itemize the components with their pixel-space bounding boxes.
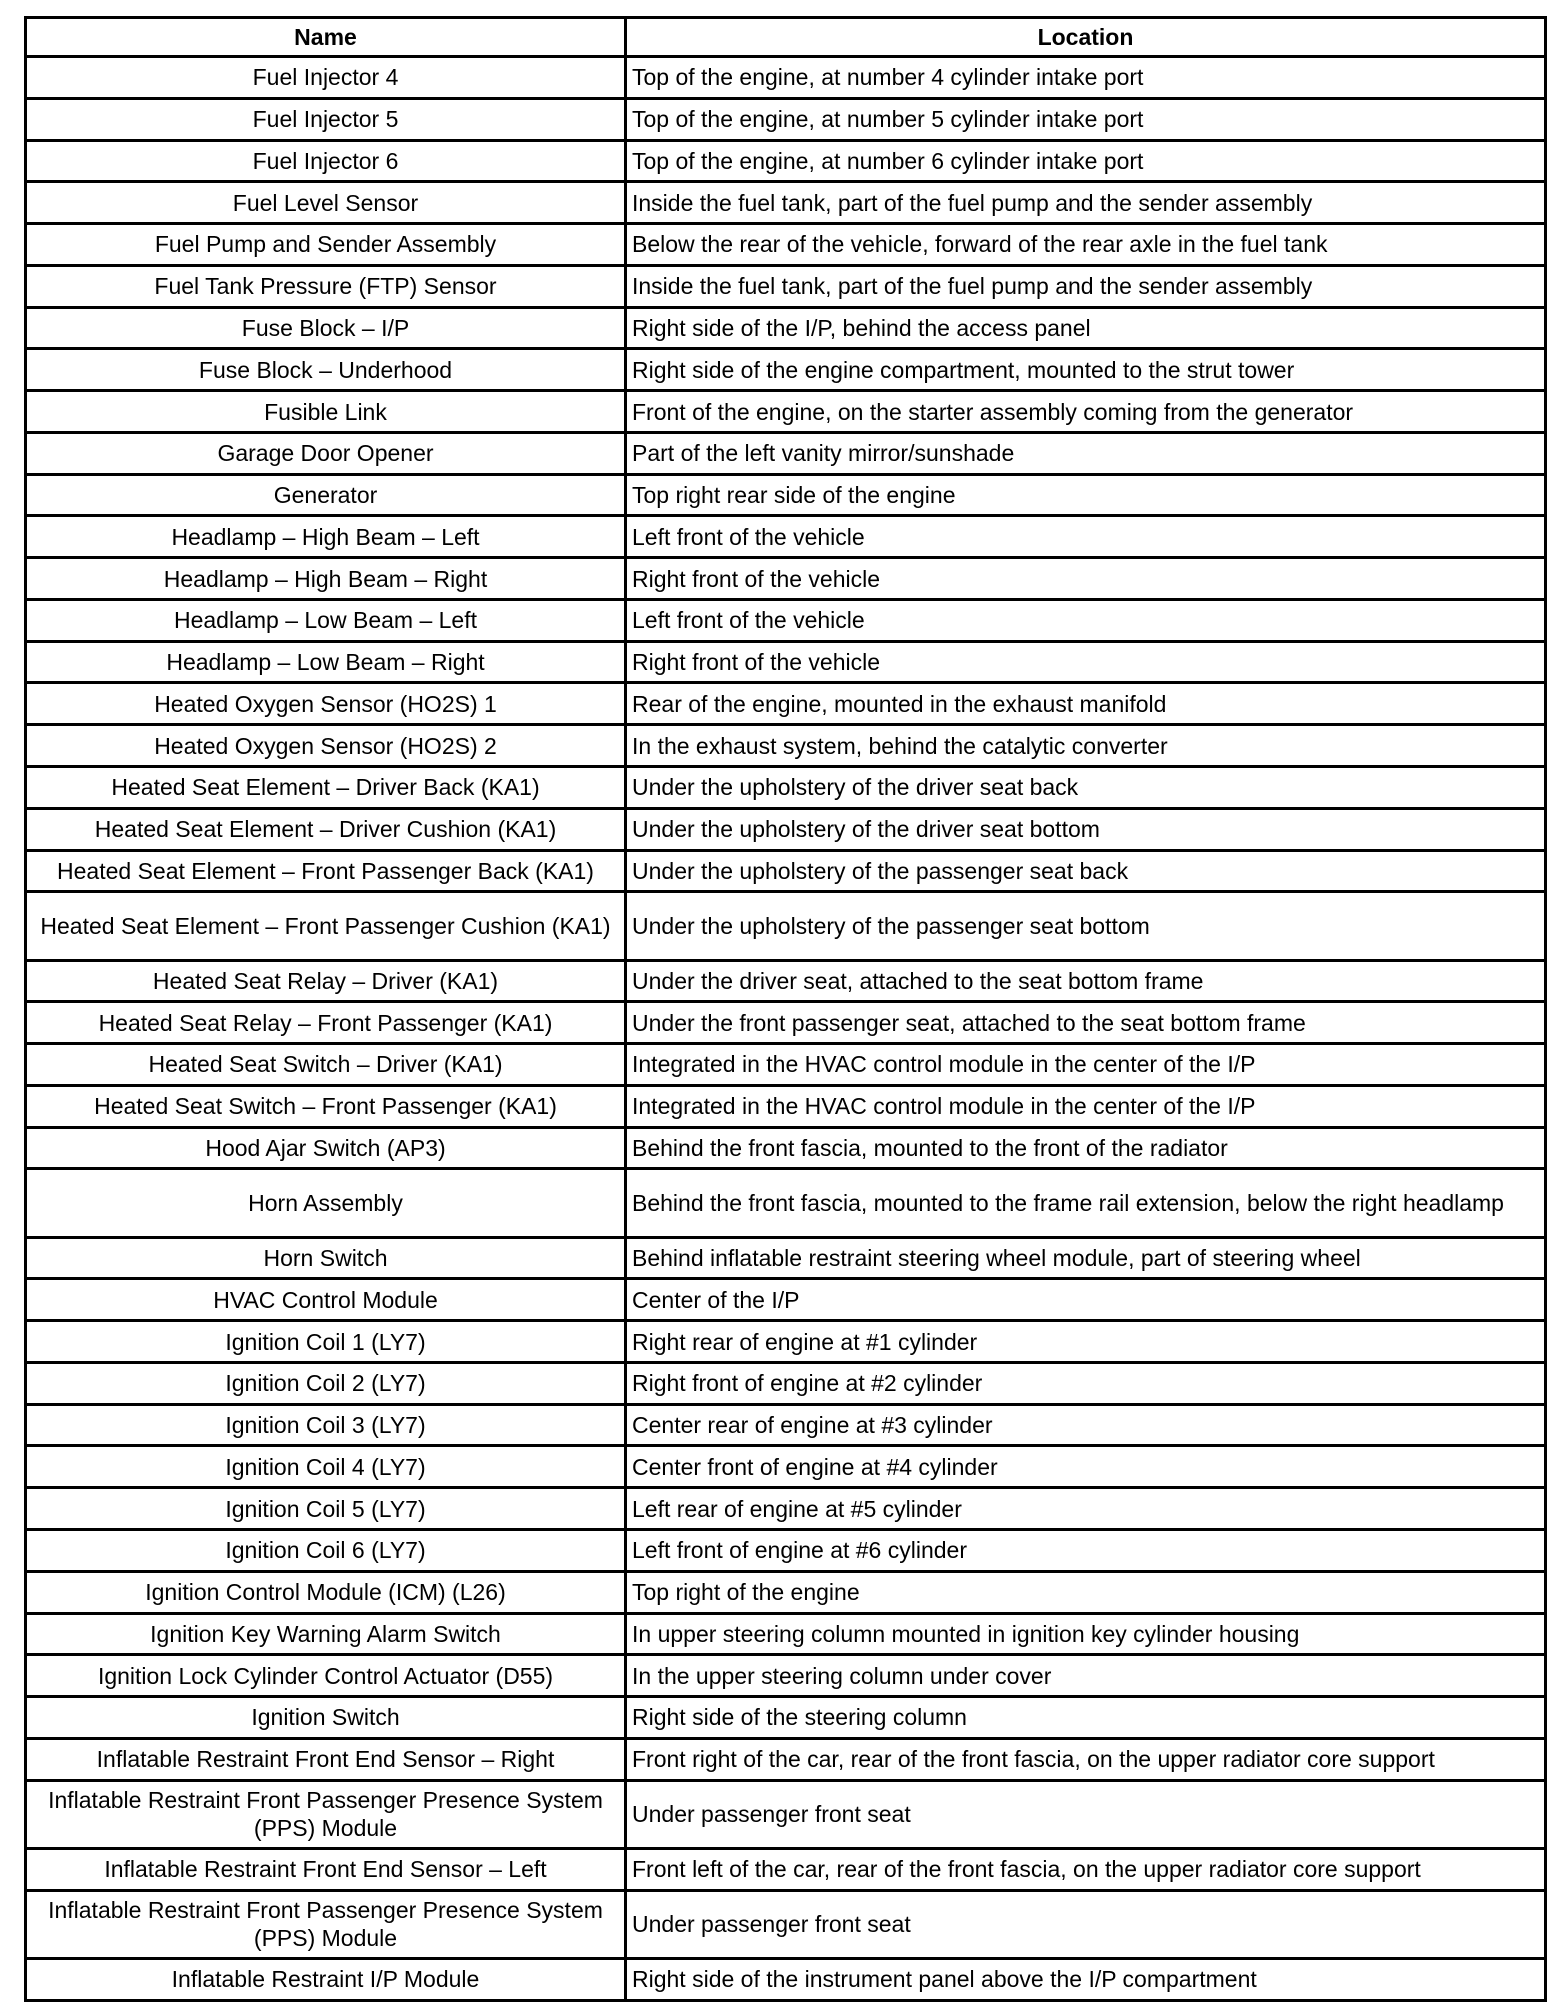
table-row bbox=[26, 767, 1546, 809]
component-location-cell: Front left of the car, rear of the front fascia, on the upper radiator core support bbox=[626, 1848, 1546, 1890]
table-row bbox=[26, 892, 1546, 960]
component-location-cell: Under the upholstery of the passenger seat back bbox=[626, 850, 1546, 892]
component-location-cell: Integrated in the HVAC control module in the center of the I/P bbox=[626, 1085, 1546, 1127]
component-name-cell: Ignition Coil 4 (LY7) bbox=[26, 1446, 626, 1488]
table-row bbox=[26, 1530, 1546, 1572]
table-row bbox=[26, 1237, 1546, 1279]
table-row bbox=[26, 349, 1546, 391]
table-row bbox=[26, 1738, 1546, 1780]
table-row bbox=[26, 182, 1546, 224]
component-name-cell: Ignition Coil 6 (LY7) bbox=[26, 1530, 626, 1572]
component-name-cell: Inflatable Restraint Front Passenger Presence System (PPS) Module bbox=[26, 1780, 626, 1848]
table-row bbox=[26, 1890, 1546, 1958]
table-row bbox=[26, 1002, 1546, 1044]
table-row bbox=[26, 1697, 1546, 1739]
component-name-cell: HVAC Control Module bbox=[26, 1279, 626, 1321]
table-row bbox=[26, 1169, 1546, 1237]
component-location-cell: Right front of the vehicle bbox=[626, 641, 1546, 683]
table-row bbox=[26, 1085, 1546, 1127]
component-name-cell: Ignition Coil 5 (LY7) bbox=[26, 1488, 626, 1530]
component-name-cell: Fuse Block – Underhood bbox=[26, 349, 626, 391]
table-row bbox=[26, 1848, 1546, 1890]
table-row bbox=[26, 432, 1546, 474]
table-row bbox=[26, 224, 1546, 266]
component-name-cell: Ignition Coil 1 (LY7) bbox=[26, 1321, 626, 1363]
table-row bbox=[26, 808, 1546, 850]
component-name-cell: Generator bbox=[26, 474, 626, 516]
component-name-cell: Fuel Injector 5 bbox=[26, 98, 626, 140]
component-location-cell: In the upper steering column under cover bbox=[626, 1655, 1546, 1697]
component-location-cell: Inside the fuel tank, part of the fuel pump and the sender assembly bbox=[626, 265, 1546, 307]
component-name-cell: Heated Seat Element – Driver Cushion (KA1) bbox=[26, 808, 626, 850]
header-row bbox=[26, 18, 1546, 57]
table-row bbox=[26, 683, 1546, 725]
component-location-cell: Right side of the I/P, behind the access panel bbox=[626, 307, 1546, 349]
table-row bbox=[26, 307, 1546, 349]
table-row bbox=[26, 641, 1546, 683]
table-row bbox=[26, 1279, 1546, 1321]
component-location-cell: Inside the fuel tank, part of the fuel pump and the sender assembly bbox=[626, 182, 1546, 224]
component-name-cell: Inflatable Restraint Front End Sensor – Right bbox=[26, 1738, 626, 1780]
component-location-cell: Front right of the car, rear of the front fascia, on the upper radiator core support bbox=[626, 1738, 1546, 1780]
table-row bbox=[26, 960, 1546, 1002]
component-location-cell: Right front of engine at #2 cylinder bbox=[626, 1362, 1546, 1404]
component-location-cell: Below the rear of the vehicle, forward of the rear axle in the fuel tank bbox=[626, 224, 1546, 266]
component-name-cell: Fuel Level Sensor bbox=[26, 182, 626, 224]
component-location-cell: Top of the engine, at number 6 cylinder intake port bbox=[626, 140, 1546, 182]
component-location-cell: Under passenger front seat bbox=[626, 1890, 1546, 1958]
component-name-cell: Inflatable Restraint Front Passenger Presence System (PPS) Module bbox=[26, 1890, 626, 1958]
component-location-cell: Under the upholstery of the driver seat back bbox=[626, 767, 1546, 809]
component-location-cell: Left front of the vehicle bbox=[626, 599, 1546, 641]
component-name-cell: Heated Seat Switch – Front Passenger (KA1) bbox=[26, 1085, 626, 1127]
table-row bbox=[26, 265, 1546, 307]
component-name-cell: Heated Seat Element – Driver Back (KA1) bbox=[26, 767, 626, 809]
component-name-cell: Horn Assembly bbox=[26, 1169, 626, 1237]
component-name-cell: Heated Oxygen Sensor (HO2S) 1 bbox=[26, 683, 626, 725]
table-row bbox=[26, 599, 1546, 641]
table-row bbox=[26, 725, 1546, 767]
table-row bbox=[26, 558, 1546, 600]
table-row bbox=[26, 1655, 1546, 1697]
table-row bbox=[26, 1958, 1546, 2000]
component-location-cell: Center of the I/P bbox=[626, 1279, 1546, 1321]
component-name-cell: Heated Seat Relay – Front Passenger (KA1) bbox=[26, 1002, 626, 1044]
table-row bbox=[26, 391, 1546, 433]
component-name-cell: Heated Seat Switch – Driver (KA1) bbox=[26, 1044, 626, 1086]
component-name-cell: Inflatable Restraint I/P Module bbox=[26, 1958, 626, 2000]
component-name-cell: Ignition Coil 2 (LY7) bbox=[26, 1362, 626, 1404]
column-header-location: Location bbox=[626, 18, 1546, 57]
component-location-table bbox=[24, 16, 1547, 2002]
component-location-cell: Part of the left vanity mirror/sunshade bbox=[626, 432, 1546, 474]
table-row bbox=[26, 1571, 1546, 1613]
component-location-cell: Under passenger front seat bbox=[626, 1780, 1546, 1848]
table-row bbox=[26, 140, 1546, 182]
component-name-cell: Fuse Block – I/P bbox=[26, 307, 626, 349]
component-location-cell: Left rear of engine at #5 cylinder bbox=[626, 1488, 1546, 1530]
table-row bbox=[26, 1321, 1546, 1363]
table-row bbox=[26, 98, 1546, 140]
component-location-cell: Behind the front fascia, mounted to the frame rail extension, below the right headlamp bbox=[626, 1169, 1546, 1237]
component-name-cell: Horn Switch bbox=[26, 1237, 626, 1279]
component-name-cell: Ignition Key Warning Alarm Switch bbox=[26, 1613, 626, 1655]
component-location-cell: In upper steering column mounted in ignition key cylinder housing bbox=[626, 1613, 1546, 1655]
column-header-name: Name bbox=[26, 18, 626, 57]
table-row bbox=[26, 1044, 1546, 1086]
component-name-cell: Headlamp – High Beam – Left bbox=[26, 516, 626, 558]
component-name-cell: Heated Oxygen Sensor (HO2S) 2 bbox=[26, 725, 626, 767]
component-location-cell: Top right of the engine bbox=[626, 1571, 1546, 1613]
component-name-cell: Inflatable Restraint Front End Sensor – Left bbox=[26, 1848, 626, 1890]
component-name-cell: Fuel Injector 4 bbox=[26, 57, 626, 99]
table-row bbox=[26, 1613, 1546, 1655]
component-location-cell: Right side of the instrument panel above the I/P compartment bbox=[626, 1958, 1546, 2000]
component-location-cell: Top of the engine, at number 4 cylinder intake port bbox=[626, 57, 1546, 99]
component-name-cell: Ignition Lock Cylinder Control Actuator (D55) bbox=[26, 1655, 626, 1697]
table-row bbox=[26, 1488, 1546, 1530]
component-location-cell: Under the upholstery of the passenger seat bottom bbox=[626, 892, 1546, 960]
table-row bbox=[26, 516, 1546, 558]
component-name-cell: Heated Seat Element – Front Passenger Cushion (KA1) bbox=[26, 892, 626, 960]
component-name-cell: Heated Seat Relay – Driver (KA1) bbox=[26, 960, 626, 1002]
component-location-cell: Center rear of engine at #3 cylinder bbox=[626, 1404, 1546, 1446]
component-location-cell: Top of the engine, at number 5 cylinder intake port bbox=[626, 98, 1546, 140]
component-location-cell: Left front of the vehicle bbox=[626, 516, 1546, 558]
component-location-cell: Right front of the vehicle bbox=[626, 558, 1546, 600]
table-row bbox=[26, 1362, 1546, 1404]
table-row bbox=[26, 474, 1546, 516]
component-name-cell: Heated Seat Element – Front Passenger Back (KA1) bbox=[26, 850, 626, 892]
component-location-cell: Behind the front fascia, mounted to the front of the radiator bbox=[626, 1127, 1546, 1169]
component-name-cell: Ignition Coil 3 (LY7) bbox=[26, 1404, 626, 1446]
component-location-cell: Right rear of engine at #1 cylinder bbox=[626, 1321, 1546, 1363]
component-location-cell: Integrated in the HVAC control module in the center of the I/P bbox=[626, 1044, 1546, 1086]
table-row bbox=[26, 850, 1546, 892]
component-location-cell: Rear of the engine, mounted in the exhaust manifold bbox=[626, 683, 1546, 725]
component-location-cell: Top right rear side of the engine bbox=[626, 474, 1546, 516]
table-row bbox=[26, 1780, 1546, 1848]
table-row bbox=[26, 1127, 1546, 1169]
component-location-cell: Under the upholstery of the driver seat bottom bbox=[626, 808, 1546, 850]
component-name-cell: Fusible Link bbox=[26, 391, 626, 433]
component-location-cell: In the exhaust system, behind the catalytic converter bbox=[626, 725, 1546, 767]
component-name-cell: Headlamp – Low Beam – Left bbox=[26, 599, 626, 641]
table-row bbox=[26, 1404, 1546, 1446]
component-name-cell: Garage Door Opener bbox=[26, 432, 626, 474]
component-name-cell: Fuel Pump and Sender Assembly bbox=[26, 224, 626, 266]
component-name-cell: Headlamp – High Beam – Right bbox=[26, 558, 626, 600]
component-name-cell: Hood Ajar Switch (AP3) bbox=[26, 1127, 626, 1169]
component-location-cell: Right side of the steering column bbox=[626, 1697, 1546, 1739]
table-row bbox=[26, 57, 1546, 99]
component-location-cell: Under the front passenger seat, attached to the seat bottom frame bbox=[626, 1002, 1546, 1044]
component-name-cell: Headlamp – Low Beam – Right bbox=[26, 641, 626, 683]
component-location-cell: Behind inflatable restraint steering wheel module, part of steering wheel bbox=[626, 1237, 1546, 1279]
component-name-cell: Ignition Control Module (ICM) (L26) bbox=[26, 1571, 626, 1613]
component-location-cell: Front of the engine, on the starter assembly coming from the generator bbox=[626, 391, 1546, 433]
component-name-cell: Ignition Switch bbox=[26, 1697, 626, 1739]
component-name-cell: Fuel Injector 6 bbox=[26, 140, 626, 182]
component-location-cell: Center front of engine at #4 cylinder bbox=[626, 1446, 1546, 1488]
component-location-cell: Right side of the engine compartment, mounted to the strut tower bbox=[626, 349, 1546, 391]
table-body bbox=[26, 57, 1546, 2001]
table-row bbox=[26, 1446, 1546, 1488]
component-location-cell: Under the driver seat, attached to the seat bottom frame bbox=[626, 960, 1546, 1002]
component-name-cell: Fuel Tank Pressure (FTP) Sensor bbox=[26, 265, 626, 307]
component-location-cell: Left front of engine at #6 cylinder bbox=[626, 1530, 1546, 1572]
